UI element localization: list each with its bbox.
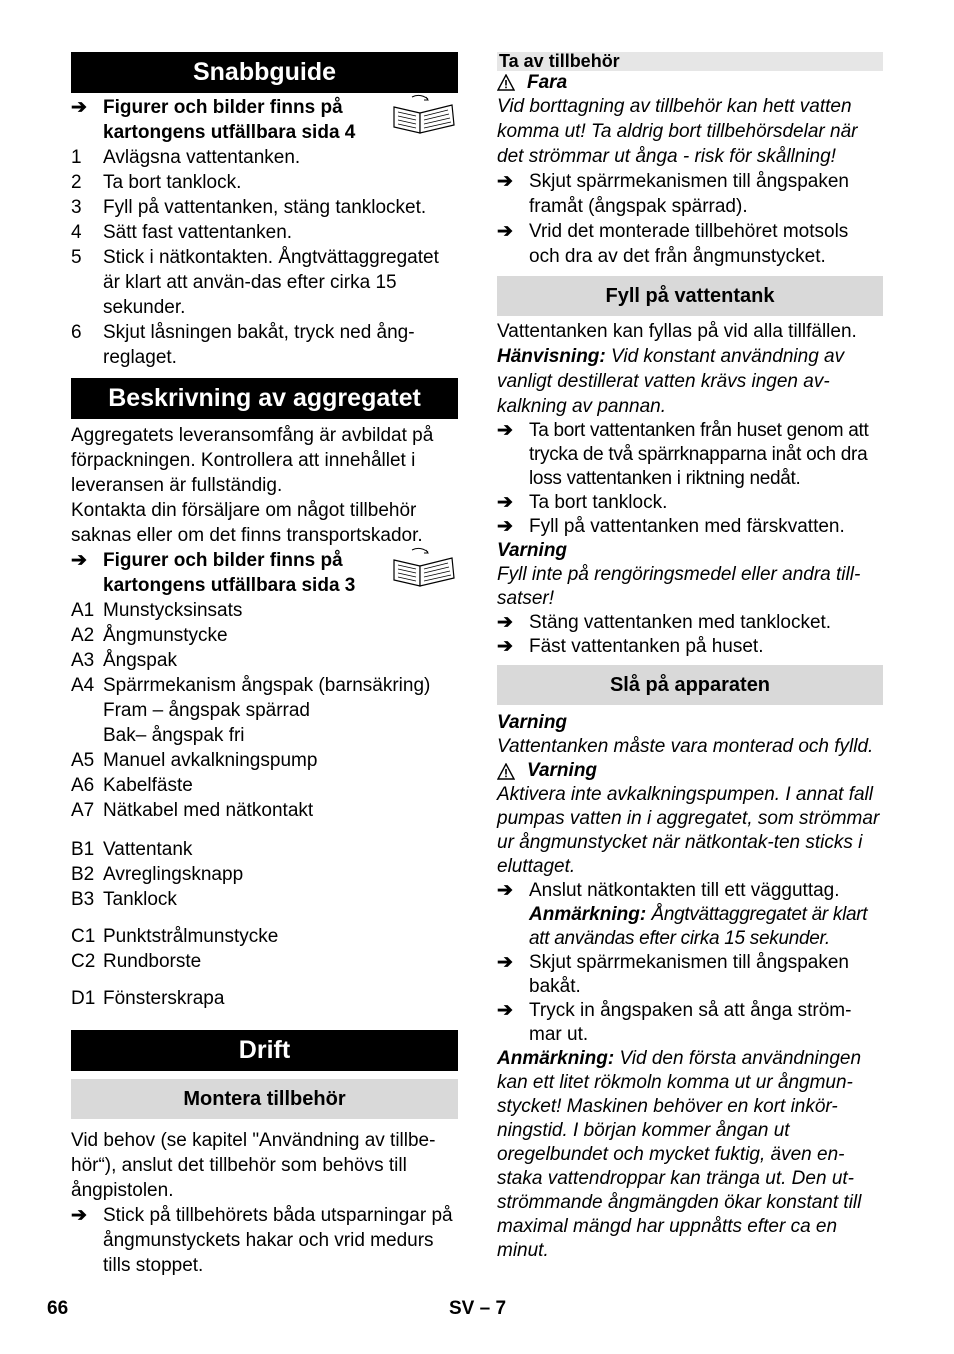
list-item: A6 Kabelfäste <box>71 775 193 796</box>
warning-triangle-icon <box>497 763 515 780</box>
description-para-2: Kontakta din försäljare om något tillbehör saknas eller om det finns transportskador. <box>71 500 423 546</box>
figure-note <box>71 95 458 145</box>
heading-fyll-pa-vattentank: Fyll på vattentank <box>497 276 883 316</box>
heading-montera-tillbehor: Montera tillbehör <box>71 1079 458 1119</box>
heading-ta-av-tillbehor: Ta av tillbehör <box>497 52 883 71</box>
section-marker: SV – 7 <box>449 1298 507 1319</box>
parts-list-d <box>71 986 458 1011</box>
montera-para: Vid behov (se kapitel "Användning av tillbe-hör“), anslut det tillbehör som behövs till ångpistolen. <box>71 1130 436 1201</box>
list-item: A2 Ångmunstycke <box>71 625 228 646</box>
list-item: A3 Ångspak <box>71 650 177 671</box>
quick-steps-list <box>71 145 458 370</box>
open-book-icon <box>390 93 458 135</box>
list-item: C1 Punktstrålmunstycke <box>71 926 279 947</box>
montera-step: ➔ Stick på tillbehörets båda utsparningar på ångmunstyckets hakar och vrid medurs tills stoppet. <box>71 1205 453 1276</box>
list-item: B2 Avreglingsknapp <box>71 864 244 885</box>
list-item: 2 Ta bort tanklock. <box>71 172 242 193</box>
list-item: 1 Avlägsna vattentanken. <box>71 147 301 168</box>
figure-note-text: Figurer och bilder finns på kartongens utfällbara sida 3 <box>103 550 356 596</box>
ta-av-step: ➔ Vrid det monterade tillbehöret motsols och dra av det från ångmunstycket. <box>497 221 849 267</box>
danger-label: Fara <box>497 71 883 94</box>
ta-av-step: ➔ Skjut spärrmekanismen till ångspaken framåt (ångspak spärrad). <box>497 171 849 217</box>
sla-warning-text: Vattentanken måste vara monterad och fylld. <box>497 736 874 757</box>
fyll-step: ➔ Ta bort tanklock. <box>497 492 668 513</box>
list-item: 3 Fyll på vattentanken, stäng tanklocket. <box>71 197 427 218</box>
fyll-hint: Hänvisning: Vid konstant användning av vanligt destillerat vatten krävs ingen av-kalkning av pannan. <box>497 346 845 417</box>
arrow-icon: ➔ <box>71 1205 87 1226</box>
fyll-warning-label: Varning <box>497 540 568 561</box>
list-item: C2 Rundborste <box>71 951 202 972</box>
arrow-icon: ➔ <box>71 97 87 118</box>
list-item: A4 Spärrmekanism ångspak (barnsäkring) Fram – ångspak spärrad Bak– ångspak fri <box>71 675 431 746</box>
fyll-step: ➔ Ta bort vattentanken från huset genom att trycka de två spärrknapparna inåt och dra loss vattentanken i riktning nedåt. <box>497 420 869 489</box>
fyll-para: Vattentanken kan fyllas på vid alla tillfällen. <box>497 321 857 342</box>
list-item: 6 Skjut låsningen bakåt, tryck ned ång-reglaget. <box>71 322 415 368</box>
sla-step: ➔ Skjut spärrmekanismen till ångspaken bakåt. <box>497 952 849 997</box>
list-item: 4 Sätt fast vattentanken. <box>71 222 293 243</box>
parts-list-c <box>71 924 458 974</box>
heading-drift: Drift <box>71 1030 458 1071</box>
right-column <box>497 52 883 1263</box>
list-item: A7 Nätkabel med nätkontakt <box>71 800 314 821</box>
open-book-icon <box>390 546 458 588</box>
list-item: A1 Munstycksinsats <box>71 600 243 621</box>
parts-list-a <box>71 598 458 823</box>
page-number: 66 <box>47 1298 69 1319</box>
sla-final-note: Anmärkning: Vid den första användningen kan ett litet rökmoln komma ut ur ångmun-stycket! Maskinen behöver en kort inkör-ningstid. I början kommer ångan ut oregelbundet och mycket fuktig, även en-staka vattendroppar kan tränga ut. Den ut-strömmande ångmängden ökar konstant till maximal mängd har uppnåtts efter ca en minut. <box>497 1048 862 1261</box>
sla-step: ➔ Tryck in ångspaken så att ånga ström-mar ut. <box>497 1000 852 1045</box>
sla-warning-label: Varning <box>497 712 568 733</box>
sla-step: ➔ Anslut nätkontakten till ett vägguttag. Anmärkning: Ångtvättaggregatet är klart att användas efter cirka 15 sekunder. <box>497 880 868 949</box>
figure-note-text: Figurer och bilder finns på kartongens utfällbara sida 4 <box>103 97 356 143</box>
list-item: A5 Manuel avkalkningspump <box>71 750 318 771</box>
parts-list-b <box>71 837 458 912</box>
sla-warning-2-text: Aktivera inte avkalkningspumpen. I annat fall pumpas vatten in i aggregatet, som strömmar ur ångmunstycket när nätkontak-ten sticks i eluttaget. <box>497 784 880 877</box>
heading-snabbguide: Snabbguide <box>71 52 458 93</box>
fyll-warning-text: Fyll inte på rengöringsmedel eller andra till-satser! <box>497 564 861 609</box>
arrow-icon: ➔ <box>71 550 87 571</box>
list-item: 5 Stick i nätkontakten. Ångtvättaggregatet är klart att använ-das efter cirka 15 sekunder. <box>71 247 439 318</box>
left-column <box>71 52 458 1278</box>
warning-triangle-icon <box>497 74 515 91</box>
heading-beskrivning: Beskrivning av aggregatet <box>71 378 458 419</box>
description-para-1: Aggregatets leveransomfång är avbildat på förpackningen. Kontrollera att innehållet i leveransen är fullständig. <box>71 425 434 496</box>
heading-sla-pa-apparaten: Slå på apparaten <box>497 665 883 705</box>
figure-note-2 <box>71 548 458 598</box>
list-item: B1 Vattentank <box>71 839 193 860</box>
fyll-step: ➔ Stäng vattentanken med tanklocket. <box>497 612 832 633</box>
list-item: B3 Tanklock <box>71 889 177 910</box>
danger-text: Vid borttagning av tillbehör kan hett vatten komma ut! Ta aldrig bort tillbehörsdelar när det strömmar ut ånga - risk för skållning! <box>497 96 858 167</box>
sla-warning-2-label: Varning <box>497 759 883 783</box>
list-item: D1 Fönsterskrapa <box>71 988 225 1009</box>
fyll-step: ➔ Fyll på vattentanken med färskvatten. <box>497 516 845 537</box>
fyll-step: ➔ Fäst vattentanken på huset. <box>497 636 764 657</box>
